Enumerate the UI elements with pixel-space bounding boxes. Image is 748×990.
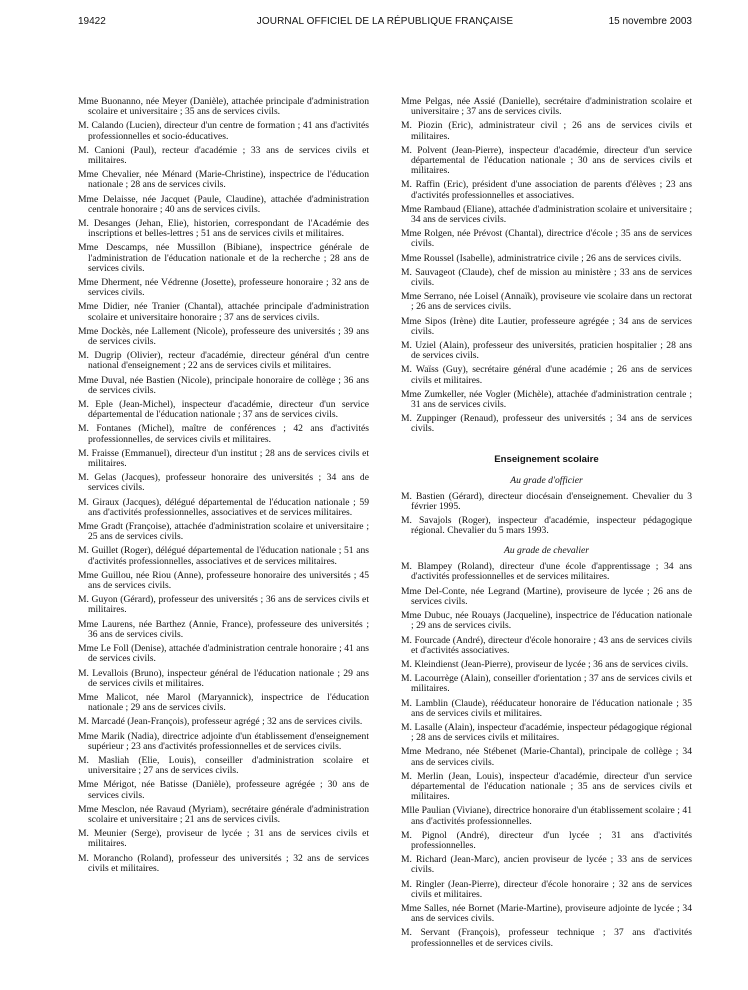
page-number: 19422 bbox=[78, 16, 106, 27]
entry-item: M. Sauvageot (Claude), chef de mission au ministère ; 33 ans de services civils. bbox=[401, 266, 692, 288]
entry-item: M. Masliah (Elie, Louis), conseiller d'administration scolaire et universitaire ; 27 ans de services civils. bbox=[78, 754, 369, 777]
entry-item: Mme Serrano, née Loisel (Annaïk), proviseure vie scolaire dans un rectorat ; 26 ans de services civils. bbox=[401, 291, 692, 313]
entry-item: M. Fontanes (Michel), maître de conférences ; 42 ans d'activités professionnelles, de services civils et militaires. bbox=[78, 423, 369, 445]
chevalier-heading: Au grade de chevalier bbox=[504, 545, 589, 557]
left-column bbox=[78, 97, 369, 878]
publication-date: 15 novembre 2003 bbox=[608, 16, 692, 27]
entry-item: Mme Descamps, née Mussillon (Bibiane), inspectrice générale de l'administration de l'éducation nationale et de la recherche ; 28 ans de services civils. bbox=[78, 242, 369, 274]
entry-item: M. Marcadé (Jean-François), professeur agrégé ; 32 ans de services civils. bbox=[78, 716, 363, 728]
entry-item: Mme Rambaud (Eliane), attachée d'administration scolaire et universitaire ; 34 ans de services civils. bbox=[401, 203, 692, 225]
page-header bbox=[78, 16, 692, 30]
entry-item: M. Lamblin (Claude), rééducateur honoraire de l'éducation nationale ; 35 ans de services civils et militaires. bbox=[401, 697, 692, 719]
journal-title: JOURNAL OFFICIEL DE LA RÉPUBLIQUE FRANÇAISE bbox=[256, 16, 514, 27]
entry-item: Mme Rolgen, née Prévost (Chantal), directrice d'école ; 35 ans de services civils. bbox=[401, 228, 692, 250]
entry-item: M. Calando (Lucien), directeur d'un centre de formation ; 41 ans d'activités professionnelles et socio-éducatives. bbox=[78, 120, 369, 142]
entry-item: M. Dugrip (Olivier), recteur d'académie, directeur général d'un centre national d'enseignement ; 22 ans de services civils et militaires. bbox=[78, 350, 369, 372]
entry-item: Mme Dockès, née Lallement (Nicole), professeure des universités ; 39 ans de services civils. bbox=[78, 325, 369, 347]
officier-heading: Au grade d'officier bbox=[510, 474, 583, 486]
entry-item: Mme Mesclon, née Ravaud (Myriam), secrétaire générale d'administration scolaire et universitaire ; 21 ans de services civils. bbox=[78, 803, 369, 825]
entry-item: Mme Marik (Nadia), directrice adjointe d'un établissement d'enseignement supérieur ; 23 ans d'activités professionnelles et de services civils. bbox=[78, 730, 369, 752]
entry-item: M. Morancho (Roland), professeur des universités ; 32 ans de services civils et militaires. bbox=[78, 852, 369, 874]
entry-item: M. Raffin (Eric), président d'une association de parents d'élèves ; 23 ans d'activités professionnelles et associatives. bbox=[401, 179, 692, 201]
entry-item: Mme Duval, née Bastien (Nicole), principale honoraire de collège ; 36 ans de services civils. bbox=[78, 374, 369, 396]
section-title: Enseignement scolaire bbox=[494, 453, 599, 465]
entry-item: Mme Sipos (Irène) dite Lautier, professeure agrégée ; 34 ans de services civils. bbox=[401, 315, 692, 337]
entry-item: Mme Roussel (Isabelle), administratrice civile ; 26 ans de services civils. bbox=[401, 252, 682, 264]
entry-item: M. Fraisse (Emmanuel), directeur d'un institut ; 28 ans de services civils et militaires. bbox=[78, 447, 369, 469]
entry-item: Mme Del-Conte, née Legrand (Martine), proviseure de lycée ; 26 ans de services civils. bbox=[401, 585, 692, 607]
entry-item: M. Lacourrège (Alain), conseiller d'orientation ; 37 ans de services civils et militaires. bbox=[401, 673, 692, 695]
entry-item: M. Fourcade (André), directeur d'école honoraire ; 43 ans de services civils et d'activités associatives. bbox=[401, 634, 692, 656]
entry-item: Mme Delaisse, née Jacquet (Paule, Claudine), attachée d'administration centrale honoraire ; 40 ans de services civils. bbox=[78, 193, 369, 215]
entry-item: Mme Malicot, née Marol (Maryannick), inspectrice de l'éducation nationale ; 29 ans de services civils. bbox=[78, 691, 369, 714]
entry-item: M. Merlin (Jean, Louis), inspecteur d'académie, directeur d'un service départemental de l'éducation nationale ; 35 ans de services civils et militaires. bbox=[401, 770, 692, 803]
entry-item: Mme Buonanno, née Meyer (Danièle), attachée principale d'administration scolaire et universitaire ; 35 ans de services civils. bbox=[78, 96, 369, 118]
entry-item: Mme Zumkeller, née Vogler (Michèle), attachée d'administration centrale ; 31 ans de services civils. bbox=[401, 388, 692, 411]
entry-item: Mme Dherment, née Védrenne (Josette), professeure honoraire ; 32 ans de services civils. bbox=[78, 277, 369, 299]
entry-item: M. Savajols (Roger), inspecteur d'académie, inspecteur pédagogique régional. Chevalier du 5 mars 1993. bbox=[401, 515, 692, 537]
entry-item: M. Servant (François), professeur technique ; 37 ans d'activités professionnelles et de services civils. bbox=[401, 927, 692, 949]
entry-item: M. Ringler (Jean-Pierre), directeur d'école honoraire ; 32 ans de services civils et militaires. bbox=[401, 878, 692, 900]
chevalier-entries bbox=[401, 562, 692, 948]
entry-item: M. Richard (Jean-Marc), ancien proviseur de lycée ; 33 ans de services civils. bbox=[401, 854, 692, 876]
entry-item: M. Gelas (Jacques), professeur honoraire des universités ; 34 ans de services civils. bbox=[78, 472, 369, 494]
entry-item: M. Piozin (Eric), administrateur civil ; 26 ans de services civils et militaires. bbox=[401, 120, 692, 142]
entry-item: Mme Didier, née Tranier (Chantal), attachée principale d'administration scolaire et universitaire honoraire ; 37 ans de services civils. bbox=[78, 301, 369, 323]
entry-item: M. Levallois (Bruno), inspecteur général de l'éducation nationale ; 29 ans de services civils et militaires. bbox=[78, 667, 369, 689]
entry-item: Mme Medrano, née Stébenet (Marie-Chantal), principale de collège ; 34 ans de services civils. bbox=[401, 746, 692, 768]
entry-item: Mme Chevalier, née Ménard (Marie-Christine), inspectrice de l'éducation nationale ; 28 ans de services civils. bbox=[78, 169, 369, 191]
entry-item: Mme Pelgas, née Assié (Danielle), secrétaire d'administration scolaire et universitaire ; 37 ans de services civils. bbox=[401, 96, 692, 118]
entry-item: Mme Gradt (Françoise), attachée d'administration scolaire et universitaire ; 25 ans de services civils. bbox=[78, 521, 369, 543]
entry-item: M. Meunier (Serge), proviseur de lycée ; 31 ans de services civils et militaires. bbox=[78, 828, 369, 850]
entry-item: M. Zuppinger (Renaud), professeur des universités ; 34 ans de services civils. bbox=[401, 413, 692, 435]
entry-item: M. Waïss (Guy), secrétaire général d'une académie ; 26 ans de services civils et militaires. bbox=[401, 364, 692, 386]
right-column bbox=[401, 97, 692, 953]
entry-item: M. Bastien (Gérard), directeur diocésain d'enseignement. Chevalier du 3 février 1995. bbox=[401, 490, 692, 512]
entry-item: M. Eple (Jean-Michel), inspecteur d'académie, directeur d'un service départemental de l'éducation nationale ; 37 ans de services civils. bbox=[78, 399, 369, 421]
entry-item: Mme Mérigot, née Batisse (Danièle), professeure agrégée ; 30 ans de services civils. bbox=[78, 779, 369, 801]
entry-item: M. Kleindienst (Jean-Pierre), proviseur de lycée ; 36 ans de services civils. bbox=[401, 658, 689, 670]
entry-item: M. Guyon (Gérard), professeur des universités ; 36 ans de services civils et militaires. bbox=[78, 594, 369, 616]
entry-item: Mme Guillou, née Riou (Anne), professeure honoraire des universités ; 45 ans de services civils. bbox=[78, 569, 369, 592]
entry-item: M. Canioni (Paul), recteur d'académie ; 33 ans de services civils et militaires. bbox=[78, 144, 369, 166]
entry-item: Mme Dubuc, née Rouays (Jacqueline), inspectrice de l'éducation nationale ; 29 ans de services civils. bbox=[401, 610, 692, 632]
entry-item: M. Pignol (André), directeur d'un lycée ; 31 ans d'activités professionnelles. bbox=[401, 829, 692, 851]
entry-item: M. Polvent (Jean-Pierre), inspecteur d'académie, directeur d'un service départemental de l'éducation nationale ; 30 ans de services civils et militaires. bbox=[401, 144, 692, 177]
entry-item: M. Guillet (Roger), délégué départemental de l'éducation nationale ; 51 ans d'activités professionnelles, associatives et de services militaires. bbox=[78, 545, 369, 567]
entry-item: M. Lasalle (Alain), inspecteur d'académie, inspecteur pédagogique régional ; 28 ans de services civils et militaires. bbox=[401, 722, 692, 744]
entry-item: Mlle Paulian (Viviane), directrice honoraire d'un établissement scolaire ; 41 ans d'activités professionnelles. bbox=[401, 805, 692, 827]
entry-item: M. Giraux (Jacques), délégué départemental de l'éducation nationale ; 59 ans d'activités professionnelles, associatives et de services militaires. bbox=[78, 496, 369, 518]
entry-item: Mme Le Foll (Denise), attachée d'administration centrale honoraire ; 41 ans de services civils. bbox=[78, 643, 369, 665]
entry-item: M. Uziel (Alain), professeur des universités, praticien hospitalier ; 28 ans de services civils. bbox=[401, 340, 692, 362]
entry-item: M. Desanges (Jehan, Elie), historien, correspondant de l'Académie des inscriptions et belles-lettres ; 51 ans de services civils et militaires. bbox=[78, 218, 369, 240]
right-column-entries bbox=[401, 97, 692, 435]
entry-item: Mme Laurens, née Barthez (Annie, France), professeure des universités ; 36 ans de services civils. bbox=[78, 618, 369, 640]
officier-entries bbox=[401, 492, 692, 537]
entry-item: Mme Salles, née Bornet (Marie-Martine), proviseure adjointe de lycée ; 34 ans de services civils. bbox=[401, 903, 692, 925]
entry-item: M. Blampey (Roland), directeur d'une école d'apprentissage ; 34 ans d'activités professionnelles et de services militaires. bbox=[401, 561, 692, 583]
